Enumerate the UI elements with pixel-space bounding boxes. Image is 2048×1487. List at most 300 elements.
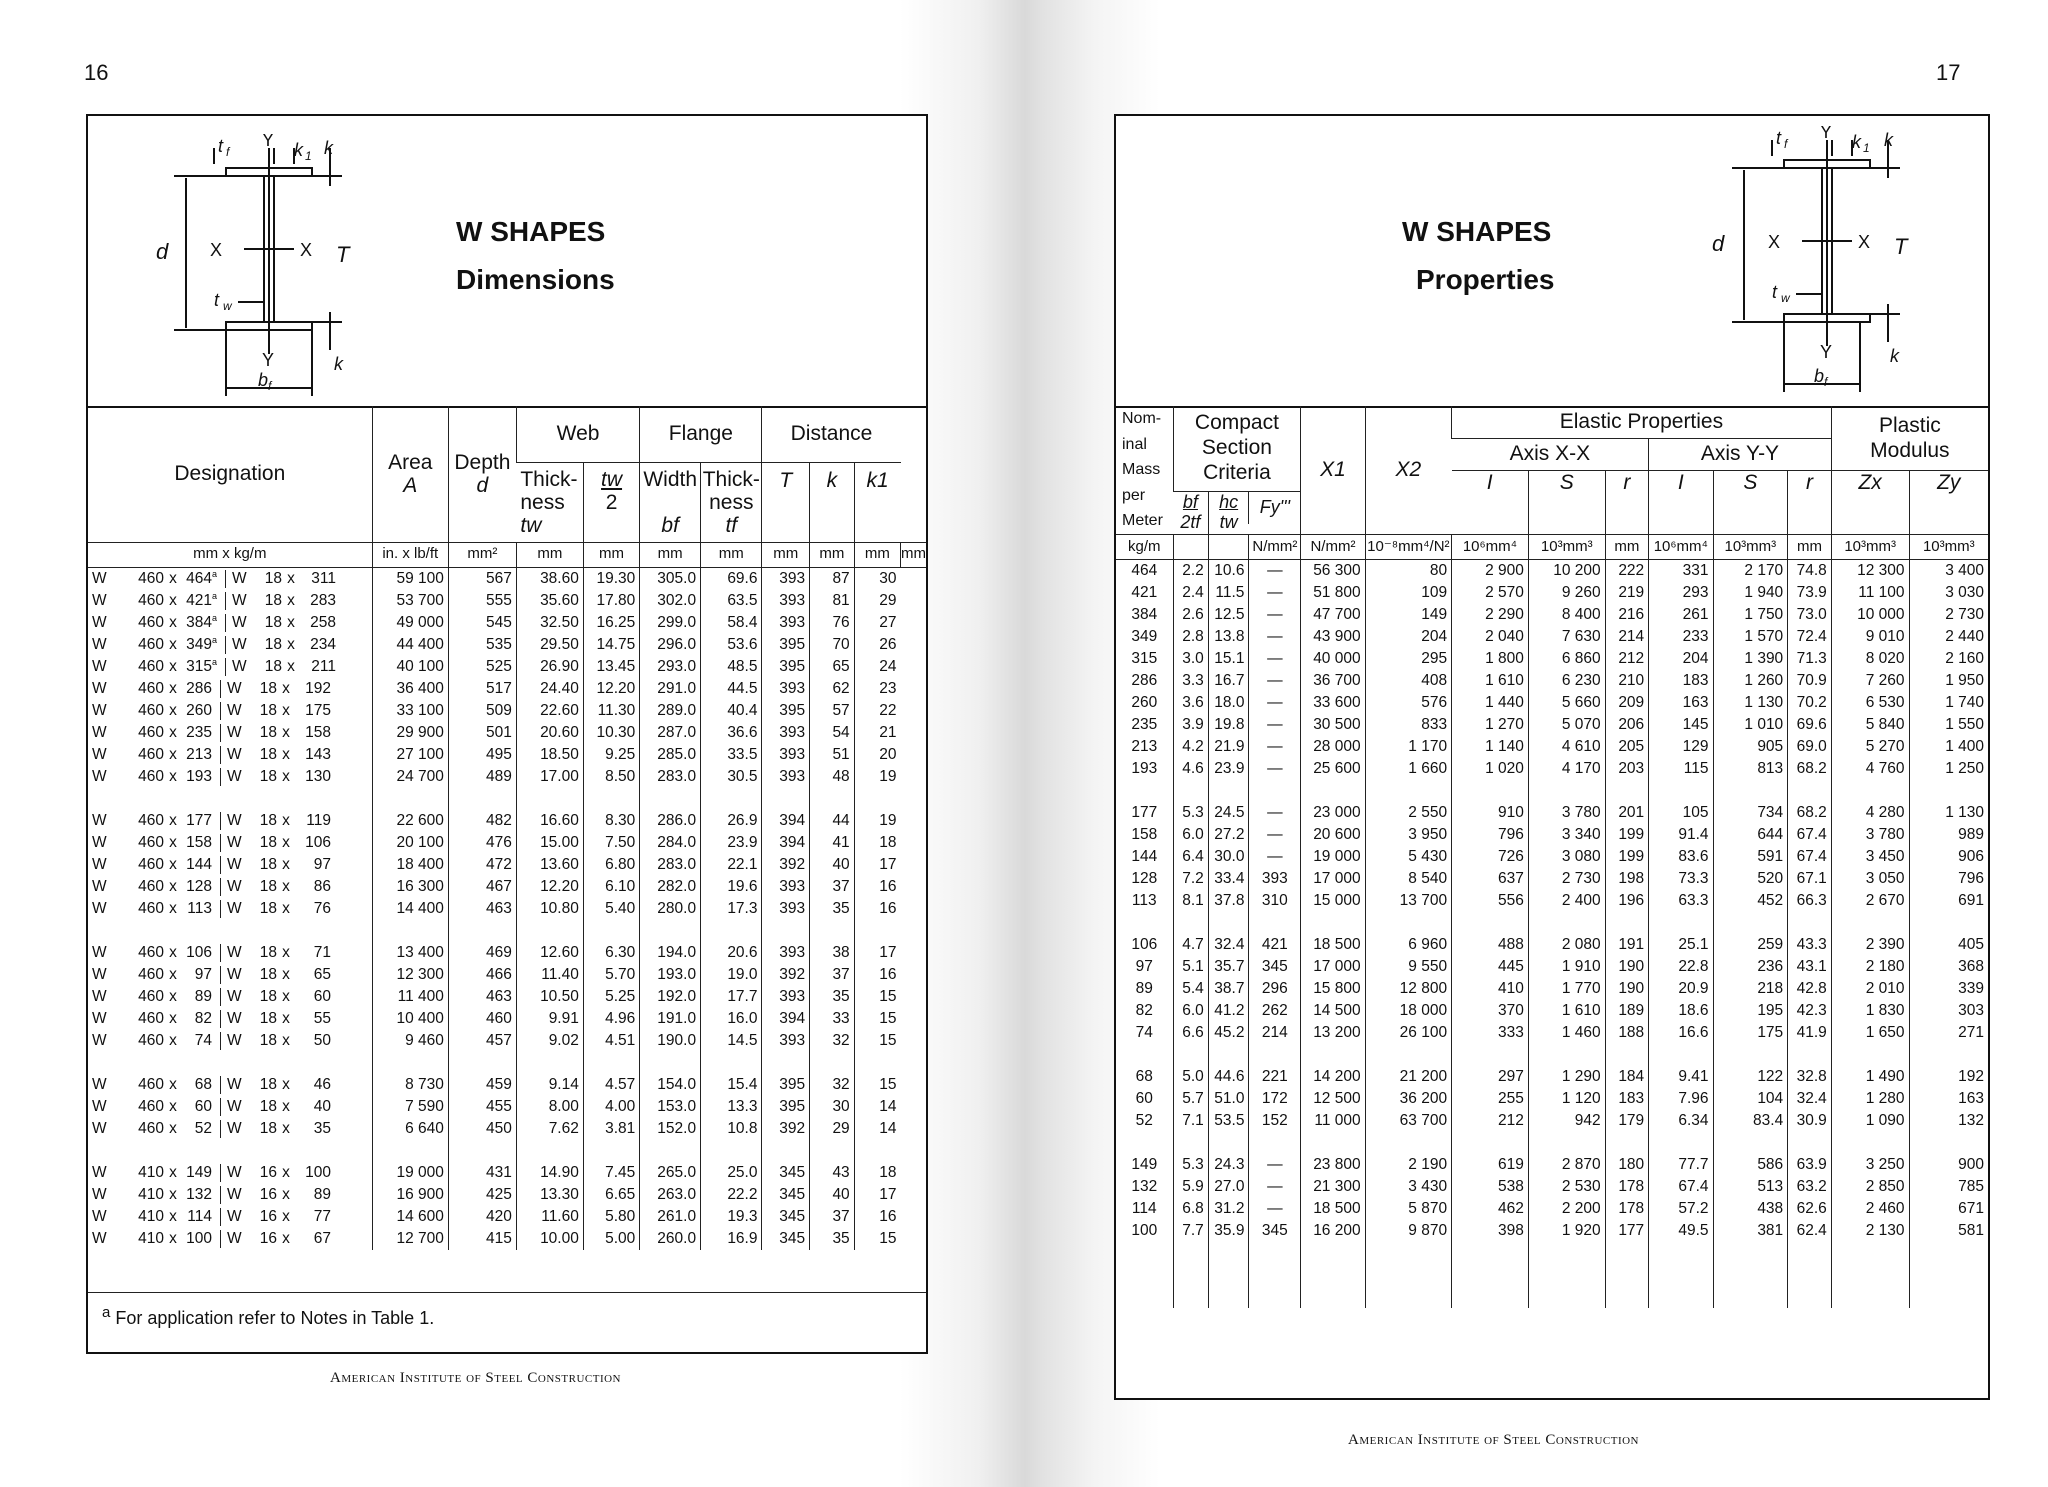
unit-cell: 10³mm³ bbox=[1713, 534, 1788, 559]
table-row bbox=[1116, 846, 1988, 868]
table-row bbox=[1116, 1088, 1988, 1110]
table-row bbox=[88, 700, 926, 722]
value-cell: 19.8 bbox=[1208, 714, 1249, 736]
value-cell: 27 100 bbox=[372, 744, 448, 766]
value-cell: — bbox=[1249, 1154, 1301, 1176]
value-cell: 17.80 bbox=[583, 590, 639, 612]
mass-cell: 177 bbox=[1131, 803, 1158, 821]
properties-table-body bbox=[1116, 559, 1988, 1308]
value-cell: 66.3 bbox=[1788, 890, 1832, 912]
value-cell: 5.40 bbox=[583, 898, 639, 920]
value-cell: 27 bbox=[854, 612, 900, 634]
value-cell: — bbox=[1249, 758, 1301, 780]
value-cell: 4.51 bbox=[583, 1030, 639, 1052]
value-cell: 7.1 bbox=[1173, 1110, 1208, 1132]
value-cell: 40 bbox=[810, 1184, 855, 1206]
value-cell: 65 bbox=[810, 656, 855, 678]
designation-cell: W 460 x 128 W 18 x 86 bbox=[92, 878, 331, 896]
designation-cell: W 460 x 113 W 18 x 76 bbox=[92, 900, 331, 918]
value-cell: 2 900 bbox=[1452, 559, 1529, 582]
value-cell: 833 bbox=[1365, 714, 1451, 736]
properties-table bbox=[1116, 406, 1988, 1308]
value-cell: 30.0 bbox=[1208, 846, 1249, 868]
value-cell: — bbox=[1249, 559, 1301, 582]
value-cell: 12 300 bbox=[1831, 559, 1909, 582]
value-cell: 67.1 bbox=[1788, 868, 1832, 890]
value-cell: 6.4 bbox=[1173, 846, 1208, 868]
value-cell: 1 260 bbox=[1713, 670, 1788, 692]
table-row bbox=[88, 612, 926, 634]
value-cell: 16 bbox=[854, 1206, 900, 1228]
value-cell: 394 bbox=[762, 1008, 810, 1030]
value-cell: 5.0 bbox=[1173, 1066, 1208, 1088]
designation-cell: W 460 x 349$^a$ W 18 x 234 bbox=[92, 634, 337, 654]
value-cell: 24.5 bbox=[1208, 802, 1249, 824]
value-cell: 3 950 bbox=[1365, 824, 1451, 846]
value-cell: 261.0 bbox=[640, 1206, 701, 1228]
value-cell: 339 bbox=[1909, 978, 1988, 1000]
value-cell: 14 200 bbox=[1301, 1066, 1365, 1088]
value-cell: 193.0 bbox=[640, 964, 701, 986]
value-cell: 14 600 bbox=[372, 1206, 448, 1228]
value-cell: 489 bbox=[448, 766, 516, 788]
value-cell: 509 bbox=[448, 700, 516, 722]
value-cell: 488 bbox=[1452, 934, 1529, 956]
value-cell: 3.6 bbox=[1173, 692, 1208, 714]
value-cell: 2 180 bbox=[1831, 956, 1909, 978]
value-cell: 21 bbox=[854, 722, 900, 744]
value-cell: 513 bbox=[1713, 1176, 1788, 1198]
value-cell: 989 bbox=[1909, 824, 1988, 846]
value-cell: 6.80 bbox=[583, 854, 639, 876]
plastic-modulus-header: Plastic Modulus bbox=[1831, 406, 1988, 470]
table-row bbox=[1116, 1198, 1988, 1220]
svg-text:b: b bbox=[258, 370, 269, 390]
designation-cell: W 460 x 82 W 18 x 55 bbox=[92, 1010, 331, 1028]
table-row bbox=[88, 876, 926, 898]
value-cell: 15 bbox=[854, 1228, 900, 1250]
value-cell: 5.3 bbox=[1173, 802, 1208, 824]
value-cell: 2.4 bbox=[1173, 582, 1208, 604]
value-cell: 115 bbox=[1649, 758, 1713, 780]
value-cell: 9.91 bbox=[516, 1008, 583, 1030]
value-cell: 1 250 bbox=[1909, 758, 1988, 780]
designation-cell: W 460 x 260 W 18 x 175 bbox=[92, 702, 331, 720]
value-cell: 26.90 bbox=[516, 656, 583, 678]
Ix-header: I bbox=[1486, 470, 1493, 494]
value-cell: 10 000 bbox=[1831, 604, 1909, 626]
value-cell: 813 bbox=[1713, 758, 1788, 780]
value-cell: 5 660 bbox=[1528, 692, 1605, 714]
value-cell: 53.5 bbox=[1208, 1110, 1249, 1132]
value-cell: 163 bbox=[1909, 1088, 1988, 1110]
table-row bbox=[1116, 692, 1988, 714]
table-row bbox=[1116, 648, 1988, 670]
value-cell: 9.14 bbox=[516, 1074, 583, 1096]
value-cell: 37 bbox=[810, 876, 855, 898]
value-cell: 19 000 bbox=[1301, 846, 1365, 868]
svg-text:Y: Y bbox=[262, 350, 275, 370]
value-cell: 195 bbox=[1713, 1000, 1788, 1022]
value-cell: 283.0 bbox=[640, 766, 701, 788]
value-cell: 70.2 bbox=[1788, 692, 1832, 714]
value-cell: 463 bbox=[448, 986, 516, 1008]
table-row bbox=[88, 854, 926, 876]
value-cell: 17 000 bbox=[1301, 956, 1365, 978]
value-cell: 942 bbox=[1528, 1110, 1605, 1132]
unit-cell: N/mm² bbox=[1301, 534, 1365, 559]
value-cell: 29 900 bbox=[372, 722, 448, 744]
value-cell: 63.5 bbox=[701, 590, 762, 612]
value-cell: 221 bbox=[1249, 1066, 1301, 1088]
compact-section-header: Compact Section Criteria bbox=[1173, 406, 1301, 492]
value-cell: — bbox=[1249, 714, 1301, 736]
units-row bbox=[1116, 534, 1988, 559]
designation-cell: W 460 x 68 W 18 x 46 bbox=[92, 1076, 331, 1094]
value-cell: 20.60 bbox=[516, 722, 583, 744]
value-cell: 189 bbox=[1605, 1000, 1649, 1022]
value-cell: 51.0 bbox=[1208, 1088, 1249, 1110]
value-cell: 395 bbox=[762, 1096, 810, 1118]
svg-text:k: k bbox=[1852, 132, 1861, 152]
value-cell: 27.0 bbox=[1208, 1176, 1249, 1198]
value-cell: — bbox=[1249, 1176, 1301, 1198]
svg-text:X: X bbox=[1768, 232, 1781, 252]
value-cell: 284.0 bbox=[640, 832, 701, 854]
value-cell: 10.6 bbox=[1208, 559, 1249, 582]
value-cell: 17 000 bbox=[1301, 868, 1365, 890]
value-cell: 37 bbox=[810, 964, 855, 986]
value-cell: 18 400 bbox=[372, 854, 448, 876]
flange-width-header: Width bf bbox=[640, 462, 701, 542]
designation-cell: W 460 x 421$^a$ W 18 x 283 bbox=[92, 590, 337, 610]
value-cell: 22.2 bbox=[701, 1184, 762, 1206]
w-shape-diagram bbox=[128, 134, 368, 396]
value-cell: 472 bbox=[448, 854, 516, 876]
value-cell: 2 130 bbox=[1831, 1220, 1909, 1242]
table-row bbox=[1116, 978, 1988, 1000]
value-cell: 1 610 bbox=[1528, 1000, 1605, 1022]
value-cell: 393 bbox=[762, 612, 810, 634]
value-cell: 8.30 bbox=[583, 810, 639, 832]
value-cell: 463 bbox=[448, 898, 516, 920]
value-cell: 5 070 bbox=[1528, 714, 1605, 736]
table-row bbox=[88, 964, 926, 986]
svg-text:t: t bbox=[214, 290, 220, 310]
value-cell: 24.3 bbox=[1208, 1154, 1249, 1176]
value-cell: 581 bbox=[1909, 1220, 1988, 1242]
unit-cell: mm bbox=[516, 542, 583, 567]
value-cell: 91.4 bbox=[1649, 824, 1713, 846]
value-cell: 1 390 bbox=[1713, 648, 1788, 670]
value-cell: 398 bbox=[1452, 1220, 1529, 1242]
value-cell: 14 500 bbox=[1301, 1000, 1365, 1022]
value-cell: 1 170 bbox=[1365, 736, 1451, 758]
value-cell: 2 730 bbox=[1909, 604, 1988, 626]
value-cell: 271 bbox=[1909, 1022, 1988, 1044]
value-cell: 23.9 bbox=[1208, 758, 1249, 780]
svg-text:k: k bbox=[1890, 346, 1899, 366]
value-cell: 44.5 bbox=[701, 678, 762, 700]
value-cell: 586 bbox=[1713, 1154, 1788, 1176]
T-header: T bbox=[762, 462, 810, 542]
designation-cell: W 460 x 74 W 18 x 50 bbox=[92, 1032, 331, 1050]
value-cell: 4.6 bbox=[1173, 758, 1208, 780]
value-cell: 69.6 bbox=[701, 567, 762, 590]
value-cell: 26.9 bbox=[701, 810, 762, 832]
value-cell: 24 700 bbox=[372, 766, 448, 788]
value-cell: 517 bbox=[448, 678, 516, 700]
value-cell: 48.5 bbox=[701, 656, 762, 678]
value-cell: 172 bbox=[1249, 1088, 1301, 1110]
value-cell: 333 bbox=[1452, 1022, 1529, 1044]
value-cell: 6 230 bbox=[1528, 670, 1605, 692]
value-cell: 10 400 bbox=[372, 1008, 448, 1030]
value-cell: 1 490 bbox=[1831, 1066, 1909, 1088]
value-cell: 15.00 bbox=[516, 832, 583, 854]
value-cell: 5.70 bbox=[583, 964, 639, 986]
value-cell: 73.3 bbox=[1649, 868, 1713, 890]
value-cell: 1 650 bbox=[1831, 1022, 1909, 1044]
value-cell: 906 bbox=[1909, 846, 1988, 868]
svg-text:T: T bbox=[1894, 234, 1908, 259]
value-cell: 2 010 bbox=[1831, 978, 1909, 1000]
value-cell: 2 460 bbox=[1831, 1198, 1909, 1220]
value-cell: 11.5 bbox=[1208, 582, 1249, 604]
value-cell: 905 bbox=[1713, 736, 1788, 758]
table-row bbox=[1116, 604, 1988, 626]
value-cell: 35 bbox=[810, 986, 855, 1008]
value-cell: 122 bbox=[1713, 1066, 1788, 1088]
value-cell: 15 bbox=[854, 986, 900, 1008]
value-cell: 17 bbox=[854, 854, 900, 876]
designation-cell: W 460 x 213 W 18 x 143 bbox=[92, 746, 331, 764]
ry-header: r bbox=[1788, 470, 1832, 534]
value-cell: 38.60 bbox=[516, 567, 583, 590]
value-cell: 1 400 bbox=[1909, 736, 1988, 758]
unit-cell: mm x kg/m bbox=[88, 542, 372, 567]
value-cell: 192 bbox=[1909, 1066, 1988, 1088]
value-cell: 218 bbox=[1713, 978, 1788, 1000]
table-row bbox=[88, 1184, 926, 1206]
value-cell: 410 bbox=[1452, 978, 1529, 1000]
value-cell: 67.4 bbox=[1788, 824, 1832, 846]
value-cell: 393 bbox=[762, 1030, 810, 1052]
elastic-properties-header: Elastic Properties bbox=[1452, 406, 1832, 438]
value-cell: 15 bbox=[854, 1030, 900, 1052]
hc-tw-header: hc tw bbox=[1208, 492, 1249, 535]
mass-cell: 89 bbox=[1135, 979, 1153, 997]
value-cell: 459 bbox=[448, 1074, 516, 1096]
value-cell: 32.4 bbox=[1208, 934, 1249, 956]
svg-text:T: T bbox=[336, 242, 350, 267]
value-cell: 42.3 bbox=[1788, 1000, 1832, 1022]
mass-cell: 260 bbox=[1131, 693, 1158, 711]
value-cell: 105 bbox=[1649, 802, 1713, 824]
svg-text:X: X bbox=[210, 240, 223, 260]
value-cell: 591 bbox=[1713, 846, 1788, 868]
value-cell: 4.00 bbox=[583, 1096, 639, 1118]
properties-panel bbox=[1114, 114, 1990, 1400]
value-cell: 455 bbox=[448, 1096, 516, 1118]
value-cell: 17.7 bbox=[701, 986, 762, 1008]
mass-cell: 158 bbox=[1131, 825, 1158, 843]
value-cell: 2 530 bbox=[1528, 1176, 1605, 1198]
value-cell: 6.65 bbox=[583, 1184, 639, 1206]
table-row bbox=[1116, 1022, 1988, 1044]
Sx-header: S bbox=[1528, 470, 1605, 534]
value-cell: 3 340 bbox=[1528, 824, 1605, 846]
value-cell: 9 870 bbox=[1365, 1220, 1451, 1242]
value-cell: 6.34 bbox=[1649, 1110, 1713, 1132]
value-cell: 10.50 bbox=[516, 986, 583, 1008]
dimensions-table-body bbox=[88, 567, 926, 1250]
table-row bbox=[1116, 1066, 1988, 1088]
value-cell: 291.0 bbox=[640, 678, 701, 700]
value-cell: 425 bbox=[448, 1184, 516, 1206]
value-cell: 7 590 bbox=[372, 1096, 448, 1118]
value-cell: 19 bbox=[854, 810, 900, 832]
value-cell: 3 780 bbox=[1528, 802, 1605, 824]
value-cell: 11.30 bbox=[583, 700, 639, 722]
value-cell: 393 bbox=[762, 876, 810, 898]
value-cell: 21 300 bbox=[1301, 1176, 1365, 1198]
value-cell: 21 200 bbox=[1365, 1066, 1451, 1088]
svg-text:t: t bbox=[1776, 128, 1782, 148]
table-row bbox=[1116, 1110, 1988, 1132]
value-cell: 345 bbox=[1249, 1220, 1301, 1242]
value-cell: 6.30 bbox=[583, 942, 639, 964]
designation-cell: W 460 x 158 W 18 x 106 bbox=[92, 834, 331, 852]
value-cell: 1 740 bbox=[1909, 692, 1988, 714]
value-cell: 900 bbox=[1909, 1154, 1988, 1176]
value-cell: 295 bbox=[1365, 648, 1451, 670]
value-cell: 24.40 bbox=[516, 678, 583, 700]
value-cell: 12 800 bbox=[1365, 978, 1451, 1000]
value-cell: 262 bbox=[1249, 1000, 1301, 1022]
value-cell: 28 000 bbox=[1301, 736, 1365, 758]
mass-cell: 132 bbox=[1131, 1177, 1158, 1195]
value-cell: 17.3 bbox=[701, 898, 762, 920]
value-cell: 180 bbox=[1605, 1154, 1649, 1176]
value-cell: 18 500 bbox=[1301, 1198, 1365, 1220]
value-cell: 23 800 bbox=[1301, 1154, 1365, 1176]
value-cell: 420 bbox=[448, 1206, 516, 1228]
svg-text:w: w bbox=[1781, 291, 1790, 305]
subtitle: Dimensions bbox=[456, 264, 615, 295]
value-cell: 205 bbox=[1605, 736, 1649, 758]
value-cell: 41.2 bbox=[1208, 1000, 1249, 1022]
value-cell: 576 bbox=[1365, 692, 1451, 714]
mass-cell: 315 bbox=[1131, 649, 1158, 667]
value-cell: 726 bbox=[1452, 846, 1529, 868]
unit-cell: 10³mm³ bbox=[1528, 534, 1605, 559]
value-cell: 302.0 bbox=[640, 590, 701, 612]
value-cell: 38.7 bbox=[1208, 978, 1249, 1000]
value-cell: 35.60 bbox=[516, 590, 583, 612]
value-cell: 37 bbox=[810, 1206, 855, 1228]
value-cell: 30 bbox=[854, 567, 900, 590]
mass-cell: 128 bbox=[1131, 869, 1158, 887]
value-cell: 8 540 bbox=[1365, 868, 1451, 890]
table-row bbox=[88, 1074, 926, 1096]
unit-cell: mm bbox=[901, 542, 927, 567]
value-cell: 41.9 bbox=[1788, 1022, 1832, 1044]
designation-cell: W 460 x 60 W 18 x 40 bbox=[92, 1098, 331, 1116]
value-cell: — bbox=[1249, 802, 1301, 824]
value-cell: 51 bbox=[810, 744, 855, 766]
value-cell: 16 bbox=[854, 876, 900, 898]
value-cell: 501 bbox=[448, 722, 516, 744]
value-cell: 9.02 bbox=[516, 1030, 583, 1052]
value-cell: 260.0 bbox=[640, 1228, 701, 1250]
mass-cell: 464 bbox=[1131, 561, 1158, 579]
table-row bbox=[1116, 582, 1988, 604]
value-cell: 2 080 bbox=[1528, 934, 1605, 956]
value-cell: 214 bbox=[1605, 626, 1649, 648]
value-cell: 20 600 bbox=[1301, 824, 1365, 846]
value-cell: — bbox=[1249, 648, 1301, 670]
value-cell: 129 bbox=[1649, 736, 1713, 758]
value-cell: 3.0 bbox=[1173, 648, 1208, 670]
svg-text:k: k bbox=[1884, 130, 1893, 150]
value-cell: 43.3 bbox=[1788, 934, 1832, 956]
value-cell: 8 400 bbox=[1528, 604, 1605, 626]
value-cell: 535 bbox=[448, 634, 516, 656]
value-cell: 14.90 bbox=[516, 1162, 583, 1184]
distance-header: Distance bbox=[762, 406, 901, 462]
title: W SHAPES bbox=[456, 216, 606, 247]
unit-cell: N/mm² bbox=[1249, 534, 1301, 559]
value-cell: 32.8 bbox=[1788, 1066, 1832, 1088]
value-cell: 395 bbox=[762, 656, 810, 678]
value-cell: 520 bbox=[1713, 868, 1788, 890]
value-cell: 345 bbox=[762, 1206, 810, 1228]
nominal-mass-header: Nom- inal Mass per Meter bbox=[1122, 410, 1163, 530]
value-cell: 796 bbox=[1452, 824, 1529, 846]
value-cell: 265.0 bbox=[640, 1162, 701, 1184]
value-cell: 43 900 bbox=[1301, 626, 1365, 648]
value-cell: 32.50 bbox=[516, 612, 583, 634]
value-cell: 12.60 bbox=[516, 942, 583, 964]
value-cell: 12.5 bbox=[1208, 604, 1249, 626]
value-cell: 421 bbox=[1249, 934, 1301, 956]
value-cell: 71.3 bbox=[1788, 648, 1832, 670]
value-cell: 35.9 bbox=[1208, 1220, 1249, 1242]
mass-cell: 384 bbox=[1131, 605, 1158, 623]
mass-cell: 52 bbox=[1135, 1111, 1153, 1129]
value-cell: 395 bbox=[762, 1074, 810, 1096]
designation-header: Designation bbox=[174, 462, 286, 486]
value-cell: 53 700 bbox=[372, 590, 448, 612]
unit-cell: in. x lb/ft bbox=[372, 542, 448, 567]
value-cell: 1 830 bbox=[1831, 1000, 1909, 1022]
value-cell: 73.9 bbox=[1788, 582, 1832, 604]
value-cell: 19.30 bbox=[583, 567, 639, 590]
value-cell: 1 770 bbox=[1528, 978, 1605, 1000]
value-cell: 15.4 bbox=[701, 1074, 762, 1096]
value-cell: 35 bbox=[810, 898, 855, 920]
value-cell: 69.0 bbox=[1788, 736, 1832, 758]
designation-cell: W 460 x 286 W 18 x 192 bbox=[92, 680, 331, 698]
value-cell: 15 bbox=[854, 1008, 900, 1030]
value-cell: 3 450 bbox=[1831, 846, 1909, 868]
mass-cell: 100 bbox=[1131, 1221, 1158, 1239]
value-cell: 21.9 bbox=[1208, 736, 1249, 758]
half-web-header: tw 2 bbox=[583, 462, 639, 542]
value-cell: 203 bbox=[1605, 758, 1649, 780]
value-cell: 1 130 bbox=[1909, 802, 1988, 824]
